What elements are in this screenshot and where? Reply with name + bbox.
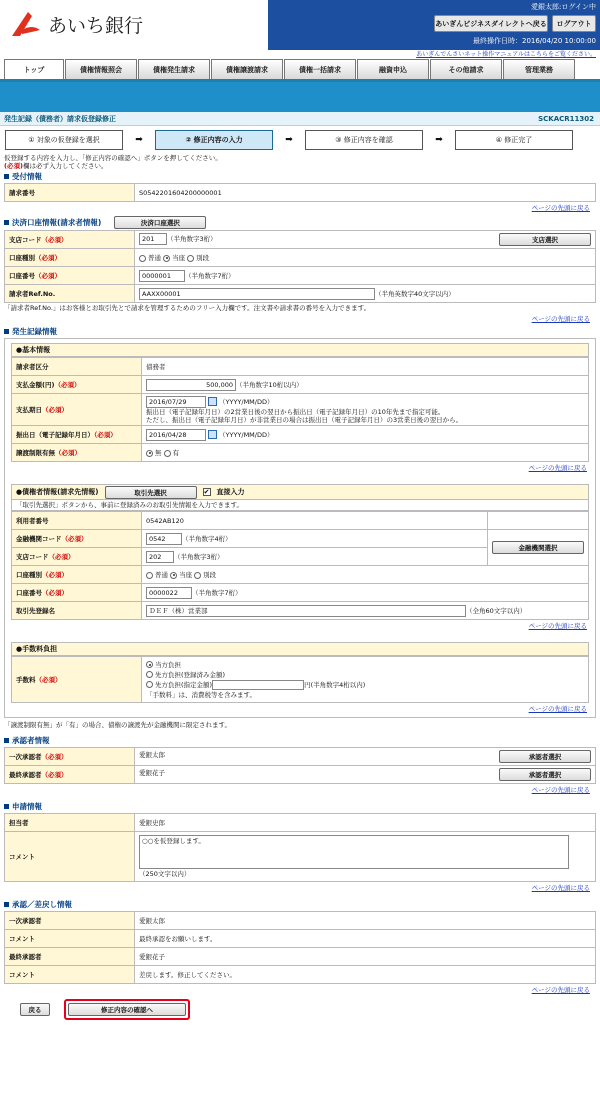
direct-input-checkbox[interactable]: ✔ <box>203 488 210 496</box>
partner-name-input[interactable]: ＤＥＦ（株）営業部 <box>146 605 466 617</box>
hint: （半角数字3桁） <box>167 235 217 243</box>
first-approver-value: 愛銀太郎 <box>139 751 165 759</box>
required-mark: （必須） <box>42 589 68 597</box>
user-panel <box>268 0 600 50</box>
required-mark: （必須） <box>41 771 68 779</box>
hint: （半角数字7桁） <box>192 588 242 597</box>
branch-select-button[interactable]: 支店選択 <box>499 233 591 246</box>
creditor-table <box>11 511 589 620</box>
request-number-label: 請求番号 <box>5 184 135 202</box>
radio-current[interactable] <box>163 255 170 262</box>
radio-label: 別段 <box>203 571 217 579</box>
radio-fee-specified[interactable] <box>146 681 153 688</box>
person-label: 担当者 <box>5 814 135 832</box>
ref-no-label: 請求者Ref.No. <box>5 285 135 303</box>
account-type-label: 口座種別 <box>16 571 42 579</box>
radio-restrict-none[interactable] <box>146 450 153 457</box>
comment-value: 最終承認をお願いします。 <box>135 930 596 948</box>
section-apply <box>0 800 600 813</box>
required-mark: （必須） <box>41 236 68 244</box>
radio-label: 当座 <box>172 254 186 262</box>
ref-no-input[interactable]: AAXX00001 <box>139 288 375 300</box>
section-receipt <box>0 170 600 183</box>
hint: （全角60文字以内） <box>466 606 527 615</box>
comment-hint: （250文字以内） <box>139 870 191 878</box>
radio-ordinary[interactable] <box>139 255 146 262</box>
instruction-line-1: 仮登録する内容を入力し、「修正内容の確認へ」ボタンを押してください。 <box>4 154 222 162</box>
login-user: 愛銀太郎:ログイン中 <box>530 3 596 11</box>
page-top-link[interactable]: ページの先頭に戻る <box>531 786 590 794</box>
page-title-bar <box>0 112 600 126</box>
final-approver-value: 愛銀花子 <box>139 769 165 777</box>
radio-restrict-yes[interactable] <box>164 450 171 457</box>
radio-label: 無 <box>155 449 162 457</box>
logout-button[interactable]: ログアウト <box>552 15 596 32</box>
required-mark: （必須） <box>61 535 88 543</box>
step-indicator <box>0 126 600 154</box>
final-approver-value: 愛銀花子 <box>135 948 596 966</box>
step-4: ④ 修正完了 <box>455 130 573 150</box>
tab-bulk[interactable]: 債権一括請求 <box>284 59 356 79</box>
last-operation-time: 最終操作日時：2016/04/20 10:00:00 <box>472 37 596 45</box>
branch-code-label: 支店コード <box>16 553 49 561</box>
hint: （半角数字7桁） <box>185 271 235 280</box>
creditor-branch-input[interactable]: 202 <box>146 551 174 563</box>
radio-label: 普通 <box>148 254 161 262</box>
account-type-label: 口座種別 <box>9 254 35 262</box>
user-number-label: 利用者番号 <box>12 512 142 530</box>
section-return <box>0 898 600 911</box>
step-1: ① 対象の仮登録を選択 <box>5 130 123 150</box>
hint: （半角英数字40文字以内） <box>375 289 455 298</box>
amount-input[interactable]: 500,000 <box>146 379 236 391</box>
radio-special[interactable] <box>187 255 194 262</box>
header <box>0 0 600 50</box>
footer-actions <box>0 998 600 1020</box>
hint: （YYYY/MM/DD） <box>219 397 274 406</box>
step-arrow-icon: ➡ <box>435 135 443 145</box>
creditor-note: 「取引先選択」ボタンから、事前に登録済みのお取引先情報を入力できます。 <box>11 500 589 511</box>
required-mark: （必須） <box>48 553 75 561</box>
fee-label: 手数料 <box>16 676 36 684</box>
radio-label: 先方負担(登録済み金額) <box>155 670 226 679</box>
comment-label: コメント <box>5 966 135 984</box>
creditor-account-input[interactable]: 0000022 <box>146 587 192 599</box>
basic-info-table <box>11 357 589 462</box>
tab-admin[interactable]: 管理業務 <box>503 59 575 79</box>
page-top-link[interactable]: ページの先頭に戻る <box>528 705 587 713</box>
settlement-table <box>4 230 596 303</box>
user-number-value: 0542AB120 <box>142 512 488 530</box>
page-top-link[interactable]: ページの先頭に戻る <box>528 464 587 472</box>
comment-label: コメント <box>5 832 135 882</box>
comment-value: 差戻します。修正してください。 <box>135 966 596 984</box>
section-bullet-icon <box>4 804 9 809</box>
section-bullet-icon <box>4 220 9 225</box>
required-mark: （必須） <box>35 676 62 684</box>
bank-select-button[interactable]: 金融機関選択 <box>492 541 584 554</box>
section-bullet-icon <box>4 738 9 743</box>
section-settlement <box>0 214 600 230</box>
main-tabs <box>0 60 600 82</box>
instruction-line-2: 欄は必ず入力してください。 <box>22 162 108 170</box>
first-approver-label: 一次承認者 <box>5 912 135 930</box>
due-note: 振出日（電子記録年月日）の2営業日後の翌日から振出日（電子記録年月日）の10年先まで指定可能。 <box>146 407 445 416</box>
direct-input-label: 直接入力 <box>216 488 245 496</box>
due-date-input[interactable]: 2016/07/29 <box>146 396 206 408</box>
account-number-input[interactable]: 0000001 <box>139 270 185 282</box>
radio-label: 当座 <box>179 571 193 579</box>
fee-table <box>11 656 589 703</box>
required-mark: （必須） <box>54 381 81 389</box>
person-value: 愛銀史郎 <box>135 814 596 832</box>
fee-amount-input[interactable] <box>212 680 304 690</box>
requester-type-label: 請求者区分 <box>12 358 142 376</box>
bank-name: あいち銀行 <box>48 14 144 37</box>
section-heading: 申請情報 <box>12 802 42 811</box>
back-button[interactable]: 戻る <box>20 1003 50 1016</box>
hint: （YYYY/MM/DD） <box>219 430 274 439</box>
calendar-icon[interactable] <box>208 397 217 406</box>
branch-code-label: 支店コード <box>9 236 42 244</box>
step-3: ③ 修正内容を確認 <box>305 130 423 150</box>
page-top-link[interactable]: ページの先頭に戻る <box>531 884 590 892</box>
issue-date-input[interactable]: 2016/04/28 <box>146 429 206 441</box>
required-mark: （必須） <box>41 753 68 761</box>
due-note: ただし、振出日（電子記録年月日）が非営業日の場合は振出日（電子記録年月日）の3営業日後の翌日から。 <box>146 415 463 424</box>
transfer-note: 「譲渡制限有無」が「有」の場合、債権の譲渡先が金融機関に限定されます。 <box>4 721 231 729</box>
section-heading: 承認者情報 <box>12 736 50 745</box>
first-approver-select-button[interactable]: 承認者選択 <box>499 750 591 763</box>
request-number-value: S0542201604200000001 <box>135 184 596 202</box>
branch-code-input[interactable]: 201 <box>139 233 167 245</box>
fee-heading: ●手数料負担 <box>11 642 589 656</box>
creditor-heading <box>11 484 589 500</box>
return-table <box>4 911 596 984</box>
tab-loan[interactable]: 融資申込 <box>357 59 429 79</box>
comment-label: コメント <box>5 930 135 948</box>
page-top-link[interactable]: ページの先頭に戻る <box>528 622 587 630</box>
settlement-account-select-button[interactable]: 決済口座選択 <box>114 216 206 229</box>
tab-inquiry[interactable]: 債権情報照会 <box>65 59 137 79</box>
tab-top[interactable]: トップ <box>4 59 64 79</box>
required-mark: （必須） <box>94 431 117 439</box>
required-mark: （必須） <box>55 449 81 457</box>
ref-note: 「請求者Ref.No.」はお客様とお取引先とで請求を管理するためのフリー入力欄です。注文書や請求書の番号を入力できます。 <box>4 304 371 312</box>
requester-type-value: 債務者 <box>142 358 589 376</box>
radio-label: 別段 <box>196 254 210 262</box>
apply-table <box>4 813 596 882</box>
tab-issuance[interactable]: 債権発生請求 <box>138 59 210 79</box>
tab-transfer[interactable]: 債権譲渡請求 <box>211 59 283 79</box>
partner-name-label: 取引先登録名 <box>12 602 142 620</box>
section-bullet-icon <box>4 902 9 907</box>
page-title: 発生記録（債務者）請求仮登録修正 <box>4 114 116 123</box>
section-heading: 承認／差戻し情報 <box>12 900 72 909</box>
section-approver <box>0 734 600 747</box>
section-heading: 受付情報 <box>12 172 42 181</box>
final-approver-label: 最終承認者 <box>5 948 135 966</box>
required-mark: （必須） <box>42 406 68 414</box>
bank-code-label: 金融機関コード <box>16 535 62 543</box>
radio-label: 当方負担 <box>155 660 181 669</box>
required-mark: (必須) <box>4 162 23 170</box>
hint: （半角数字3桁） <box>174 552 224 561</box>
record-panel <box>4 338 596 718</box>
step-arrow-icon: ➡ <box>135 135 143 145</box>
screen-id: SCKACR11302 <box>538 114 594 123</box>
account-number-label: 口座番号 <box>16 589 42 597</box>
section-bullet-icon <box>4 329 9 334</box>
page-top-link[interactable]: ページの先頭に戻る <box>531 204 590 212</box>
page-top-link[interactable]: ページの先頭に戻る <box>531 986 590 994</box>
receipt-table <box>4 183 596 202</box>
section-heading: 発生記録情報 <box>12 327 57 336</box>
fee-note: 「手数料」は、消費税等を含みます。 <box>146 690 256 699</box>
final-approver-label: 最終承認者 <box>9 771 42 779</box>
tab-other[interactable]: その他請求 <box>430 59 502 79</box>
radio-ordinary[interactable] <box>146 572 153 579</box>
sub-nav-band <box>0 82 600 112</box>
radio-fee-registered[interactable] <box>146 671 153 678</box>
first-approver-value: 愛銀太郎 <box>135 912 596 930</box>
section-bullet-icon <box>4 174 9 179</box>
radio-current[interactable] <box>170 572 177 579</box>
page-top-link[interactable]: ページの先頭に戻る <box>531 315 590 323</box>
radio-fee-self[interactable] <box>146 661 153 668</box>
basic-info-heading: ●基本情報 <box>11 343 589 357</box>
radio-label: 有 <box>172 449 180 457</box>
section-record <box>0 325 600 338</box>
partner-select-button[interactable]: 取引先選択 <box>105 486 197 499</box>
issue-date-label: 振出日（電子記録年月日） <box>16 431 94 439</box>
step-2: ② 修正内容の入力 <box>155 130 273 150</box>
hint: （半角数字10桁以内） <box>236 380 303 389</box>
creditor-heading-text: ●債権者情報(請求先情報) <box>16 488 99 496</box>
amount-label: 支払金額(円) <box>16 381 55 389</box>
radio-label: 普通 <box>155 571 168 579</box>
bank-logo <box>8 6 143 42</box>
calendar-icon[interactable] <box>208 430 217 439</box>
due-date-label: 支払期日 <box>16 406 42 414</box>
radio-label: 先方負担(指定金額) <box>155 680 213 689</box>
account-number-label: 口座番号 <box>9 272 35 280</box>
direct-back-button[interactable]: あいぎんビジネスダイレクトへ戻る <box>434 15 548 32</box>
final-approver-select-button[interactable]: 承認者選択 <box>499 768 591 781</box>
hint: 円(半角数字4桁以内) <box>304 680 366 689</box>
required-mark: （必須） <box>35 272 61 280</box>
step-arrow-icon: ➡ <box>285 135 293 145</box>
bank-logo-icon <box>8 10 42 38</box>
bank-code-input[interactable]: 0542 <box>146 533 182 545</box>
confirm-highlight <box>64 999 190 1020</box>
instructions <box>0 154 600 170</box>
approver-table <box>4 747 596 784</box>
first-approver-label: 一次承認者 <box>9 753 42 761</box>
section-heading: 決済口座情報(請求者情報) <box>12 217 102 227</box>
hint: （半角数字4桁） <box>182 534 232 543</box>
required-mark: （必須） <box>42 571 68 579</box>
manual-link[interactable]: あいぎんでんさいネット操作マニュアルはこちらをご覧ください。 <box>416 51 596 58</box>
radio-special[interactable] <box>194 572 201 579</box>
confirm-button[interactable]: 修正内容の確認へ <box>68 1003 186 1016</box>
required-mark: （必須） <box>35 254 61 262</box>
transfer-restriction-label: 譲渡制限有無 <box>16 449 55 457</box>
comment-textarea[interactable]: ○○を仮登録します。 <box>139 835 569 869</box>
